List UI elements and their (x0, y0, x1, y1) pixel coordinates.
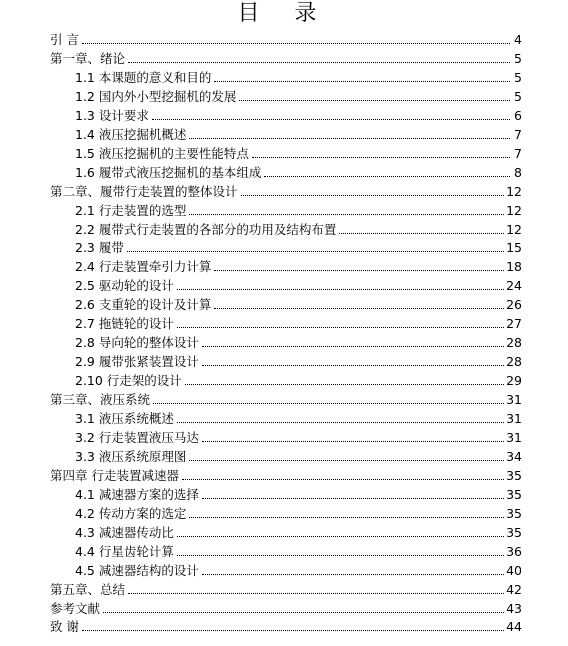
toc-entry-label: 4.3 减速器传动比 (75, 524, 174, 540)
toc-entry-page-number: 43 (506, 600, 522, 616)
dot-leader (82, 43, 510, 44)
toc-entry-label: 致 谢 (50, 619, 79, 635)
toc-entry[interactable] (75, 314, 522, 332)
toc-entry-page-number: 12 (506, 202, 522, 218)
toc-entry-page-number: 12 (506, 183, 522, 199)
dot-leader (152, 119, 510, 120)
toc-entry-page-number: 24 (506, 278, 522, 294)
toc-entry-page-number: 31 (506, 392, 522, 408)
toc-entry-label: 参考文献 (50, 600, 101, 616)
toc-entry-label: 1.2 国内外小型挖掘机的发展 (75, 88, 237, 104)
toc-entry[interactable] (75, 542, 522, 560)
dot-leader (239, 100, 510, 101)
toc-entry[interactable] (75, 428, 522, 446)
toc-entry-label: 第二章、履带行走装置的整体设计 (50, 183, 238, 199)
toc-entry-page-number: 7 (514, 145, 522, 161)
dot-leader (127, 251, 504, 252)
toc-entry-label: 第一章、绪论 (50, 50, 126, 66)
toc-entry-page-number: 28 (506, 354, 522, 370)
dot-leader (177, 289, 504, 290)
toc-entry[interactable] (75, 295, 522, 313)
toc-entry-page-number: 7 (514, 126, 522, 142)
toc-entry[interactable] (50, 580, 522, 598)
toc-entry-label: 4.5 减速器结构的设计 (75, 562, 199, 578)
toc-entry[interactable] (75, 68, 522, 86)
dot-leader (264, 176, 510, 177)
dot-leader (189, 517, 504, 518)
dot-leader (185, 384, 504, 385)
toc-entry-label: 1.4 液压挖掘机概述 (75, 126, 187, 142)
toc-entry-page-number: 27 (506, 316, 522, 332)
toc-entry-label: 第五章、总结 (50, 581, 126, 597)
toc-entry[interactable] (50, 617, 522, 635)
toc-entry-page-number: 5 (514, 50, 522, 66)
toc-entry-label: 4.1 减速器方案的选择 (75, 486, 199, 502)
toc-entry[interactable] (50, 30, 522, 48)
toc-entry-label: 第四章 行走装置减速器 (50, 467, 179, 483)
toc-entry-page-number: 35 (506, 486, 522, 502)
toc-entry[interactable] (75, 144, 522, 162)
dot-leader (189, 460, 504, 461)
toc-entry[interactable] (75, 106, 522, 124)
toc-entry-page-number: 42 (506, 581, 522, 597)
toc-entry-label: 4.2 传动方案的选定 (75, 505, 187, 521)
dot-leader (189, 138, 510, 139)
toc-entry-page-number: 31 (506, 411, 522, 426)
toc-entry-page-number: 35 (506, 505, 522, 521)
toc-entry-label: 4.4 行星齿轮计算 (75, 543, 174, 559)
toc-entry[interactable] (75, 125, 522, 143)
toc-entry-label: 2.5 驱动轮的设计 (75, 278, 174, 294)
toc-entry-page-number: 34 (506, 448, 522, 464)
toc-entry-page-number: 35 (506, 524, 522, 540)
toc-entry[interactable] (75, 333, 522, 351)
toc-entry-label: 第三章、液压系统 (50, 392, 151, 408)
dot-leader (177, 536, 504, 537)
toc-entry-page-number: 31 (506, 429, 522, 445)
toc-entry[interactable] (75, 238, 522, 256)
toc-entry[interactable] (50, 466, 522, 484)
toc-entry[interactable] (75, 485, 522, 503)
toc-entry[interactable] (75, 352, 522, 370)
toc-entry[interactable] (75, 523, 522, 541)
toc-entry-page-number: 40 (506, 562, 522, 578)
dot-leader (177, 422, 504, 423)
dot-leader (177, 555, 504, 556)
toc-entry[interactable] (75, 561, 522, 579)
toc-entry[interactable] (50, 182, 522, 200)
toc-entry[interactable] (75, 87, 522, 105)
toc-entry-label: 2.3 履带 (75, 240, 124, 256)
dot-leader (182, 479, 504, 480)
toc-entry-page-number: 5 (514, 69, 522, 85)
toc-entry[interactable] (75, 220, 522, 238)
toc-entry-label: 1.5 液压挖掘机的主要性能特点 (75, 145, 249, 161)
toc-entry-label: 2.6 支重轮的设计及计算 (75, 297, 212, 313)
toc-entry-page-number: 44 (506, 619, 522, 635)
toc-entry-page-number: 12 (506, 221, 522, 237)
toc-entry[interactable] (75, 257, 522, 275)
toc-entry-page-number: 8 (514, 164, 522, 180)
toc-entry-page-number: 28 (506, 335, 522, 351)
toc-entry-label: 2.2 履带式行走装置的各部分的功用及结构布置 (75, 221, 337, 237)
toc-entry-page-number: 6 (514, 107, 522, 123)
toc-entry-label: 3.3 液压系统原理图 (75, 448, 187, 464)
page-title: 目 录 (237, 1, 331, 26)
toc-entry-label: 3.1 液压系统概述 (75, 411, 174, 426)
dot-leader (103, 612, 504, 613)
toc-entry-page-number: 4 (514, 32, 522, 47)
dot-leader (339, 233, 504, 234)
toc-entry-page-number: 29 (506, 373, 522, 389)
dot-leader (128, 593, 504, 594)
toc-entry-page-number: 15 (506, 240, 522, 256)
dot-leader (189, 214, 504, 215)
dot-leader (214, 270, 504, 271)
toc-entry-label: 引 言 (50, 32, 79, 47)
dot-leader (202, 346, 504, 347)
toc-entry-label: 2.4 行走装置牵引力计算 (75, 259, 212, 275)
dot-leader (202, 365, 504, 366)
dot-leader (202, 441, 504, 442)
dot-leader (252, 157, 510, 158)
toc-entry-page-number: 5 (514, 88, 522, 104)
toc-entry[interactable] (75, 201, 522, 219)
toc-entry[interactable] (75, 163, 522, 181)
toc-entry[interactable] (75, 409, 522, 427)
toc-entry[interactable] (75, 371, 522, 389)
toc-entry[interactable] (50, 390, 522, 408)
toc-entry-page-number: 26 (506, 297, 522, 313)
toc-entry[interactable] (75, 447, 522, 465)
toc-entry-page-number: 36 (506, 543, 522, 559)
dot-leader (214, 308, 504, 309)
dot-leader (241, 195, 505, 196)
toc-entry-label: 2.9 履带张紧装置设计 (75, 354, 199, 370)
toc-entry-label: 1.1 本课题的意义和目的 (75, 69, 212, 85)
toc-entry[interactable] (75, 504, 522, 522)
toc-entry-page-number: 35 (506, 467, 522, 483)
toc-entry-label: 2.1 行走装置的选型 (75, 202, 187, 218)
dot-leader (153, 403, 504, 404)
toc-entry[interactable] (50, 599, 522, 617)
toc-entry-page-number: 18 (506, 259, 522, 275)
toc-entry-label: 1.6 履带式液压挖掘机的基本组成 (75, 164, 262, 180)
toc-entry-label: 3.2 行走装置液压马达 (75, 429, 199, 445)
dot-leader (202, 574, 504, 575)
dot-leader (128, 62, 510, 63)
toc-entry[interactable] (75, 276, 522, 294)
toc-entry-label: 2.7 拖链轮的设计 (75, 316, 174, 332)
toc-entry-label: 2.8 导向轮的整体设计 (75, 335, 199, 351)
dot-leader (202, 498, 504, 499)
toc-entry[interactable] (50, 49, 522, 67)
toc-entry-label: 1.3 设计要求 (75, 107, 149, 123)
dot-leader (82, 630, 504, 631)
dot-leader (177, 327, 504, 328)
toc-entry-label: 2.10 行走架的设计 (75, 373, 182, 389)
dot-leader (214, 81, 510, 82)
